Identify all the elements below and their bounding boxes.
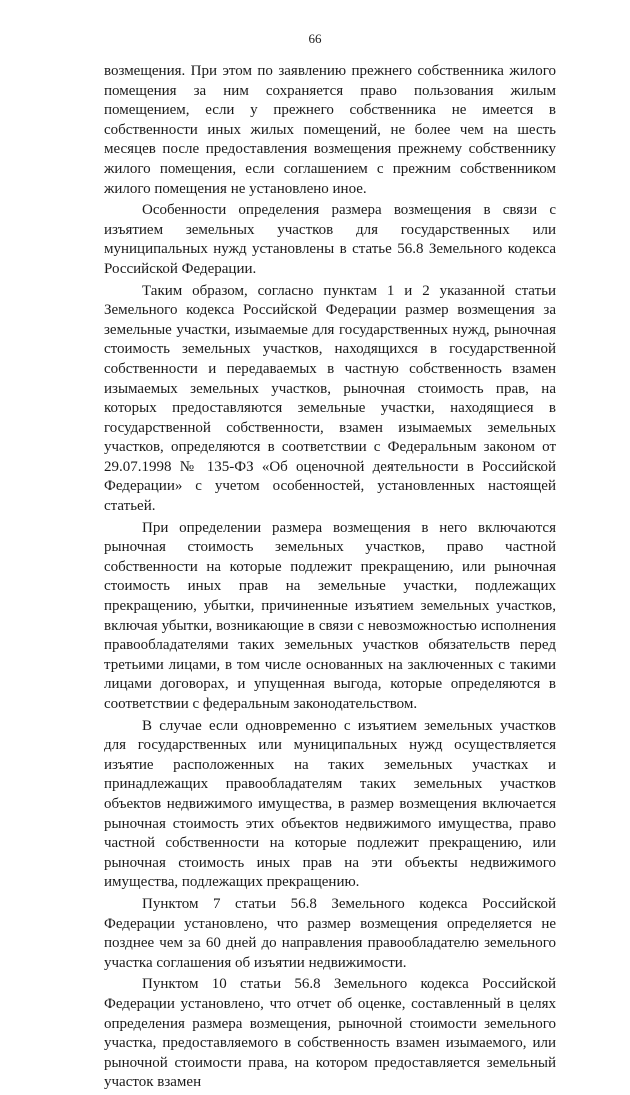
paragraph-3: Таким образом, согласно пунктам 1 и 2 указанной статьи Земельного кодекса Российской Федерации размер возмещения за земельные участки, изымаемые для государственных нужд, рыночная стоимость земельных участков, находящихся в государственной собственности и передаваемых в частную собственность взамен изымаемых земельных участков, рыночная стоимость прав, на которых предоставляются земельные участки, находящиеся в государственной собственности, взамен изымаемых земельных участков, определяются в соответствии с Федеральным законом от 29.07.1998 № 135-ФЗ «Об оценочной деятельности в Российской Федерации» с учетом особенностей, установленных настоящей статьей.: [104, 282, 556, 515]
paragraph-6: Пунктом 7 статьи 56.8 Земельного кодекса Российской Федерации установлено, что размер возмещения определяется не позднее чем за 60 дней до направления правообладателю земельного участка соглашения об изъятии недвижимости.: [104, 895, 556, 971]
paragraph-5: В случае если одновременно с изъятием земельных участков для государственных или муниципальных нужд осуществляется изъятие расположенных на таких земельных участках и принадлежащих правообладателям таких земельных участков объектов недвижимого имущества, в размер возмещения включается рыночная стоимость этих объектов недвижимого имущества, право частной собственности на которые подлежит прекращению, или рыночная стоимость иных прав на эти объекты недвижимого имущества, подлежащих прекращению.: [104, 717, 556, 891]
paragraph-4: При определении размера возмещения в него включаются рыночная стоимость земельных участков, право частной собственности на которые подлежит прекращению, или рыночная стоимость иных прав на земельные участки, подлежащих прекращению, убытки, причиненные изъятием земельных участков, включая убытки, возникающие в связи с невозможностью исполнения правообладателями таких земельных участков обязательств перед третьими лицами, в том числе основанных на заключенных с такими лицами договорах, и упущенная выгода, которые определяются в соответствии с федеральным законодательством.: [104, 519, 556, 712]
paragraph-7: Пунктом 10 статьи 56.8 Земельного кодекса Российской Федерации установлено, что отчет об оценке, составленный в целях определения размера возмещения, рыночной стоимости земельного участка, предоставляемого в собственность взамен изымаемого, или рыночной стоимости права, на котором предоставляется земельный участок взамен: [104, 976, 556, 1091]
paragraph-1: возмещения. При этом по заявлению прежнего собственника жилого помещения за ним сохраняется право пользования жилым помещением, если у прежнего собственника не имеется в собственности иных жилых помещений, не более чем на шесть месяцев после предоставления возмещения прежнему собственнику жилого помещения, если соглашением с прежним собственником жилого помещения не установлено иное.: [104, 63, 556, 197]
paragraph-2: Особенности определения размера возмещения в связи с изъятием земельных участков для государственных или муниципальных нужд установлены в статье 56.8 Земельного кодекса Российской Федерации.: [104, 202, 556, 277]
page-number: 66: [308, 31, 322, 46]
body-text: [104, 62, 556, 1095]
